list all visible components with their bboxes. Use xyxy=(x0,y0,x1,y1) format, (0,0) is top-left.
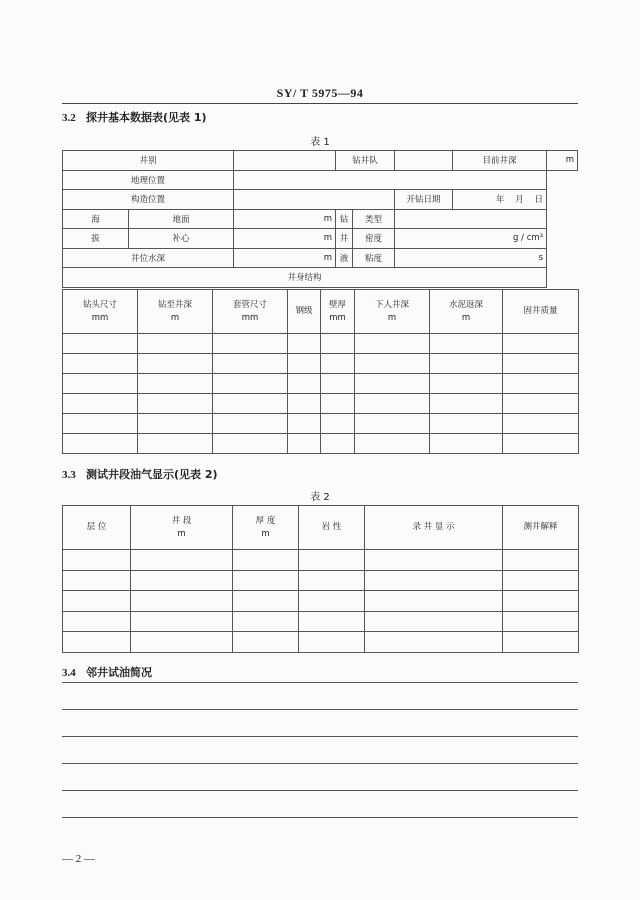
cell-dimian: 地面 xyxy=(129,209,234,229)
cell-m: m xyxy=(234,229,336,249)
section-3-3 xyxy=(62,466,218,482)
cell-jing: 井 xyxy=(336,229,353,249)
table2-caption: 表 2 xyxy=(310,492,330,503)
cell-date xyxy=(453,190,547,210)
col-header: 钢级 xyxy=(288,290,321,334)
table-row xyxy=(63,550,579,571)
col-header: 下人井深 m xyxy=(355,290,430,334)
cell-zuan: 钻 xyxy=(336,209,353,229)
cell-m: m xyxy=(234,248,336,268)
writing-lines xyxy=(62,682,578,844)
table1-caption: 表 1 xyxy=(310,137,330,148)
cell-jsjg: 井身结构 xyxy=(63,268,547,288)
table-row xyxy=(63,611,579,632)
col-header: 厚 度 m xyxy=(233,506,299,550)
col-header: 岩 性 xyxy=(299,506,365,550)
writing-line[interactable] xyxy=(62,709,578,736)
writing-line[interactable] xyxy=(62,817,578,844)
writing-line[interactable] xyxy=(62,790,578,817)
table-row xyxy=(63,434,579,454)
col-header: 测井解释 xyxy=(503,506,579,550)
writing-line[interactable] xyxy=(62,736,578,763)
section-number: 3.4 xyxy=(62,667,76,679)
cell-ye: 液 xyxy=(336,248,353,268)
cell-zuanjingdui: 钻井队 xyxy=(336,151,395,171)
cell-ba: 拔 xyxy=(63,229,129,249)
table-row xyxy=(63,414,579,434)
section-title: 测试井段油气显示(见表 2) xyxy=(86,468,218,481)
cell-gzwz: 构造位置 xyxy=(63,190,234,210)
blank-cell[interactable] xyxy=(234,151,336,171)
col-header: 井 段 m xyxy=(131,506,233,550)
cell-niandu: 粘度 xyxy=(353,248,395,268)
year-label: 年 xyxy=(495,195,505,206)
header-rule xyxy=(62,103,578,104)
section-number: 3.2 xyxy=(62,112,76,124)
col-header: 钻头尺寸 mm xyxy=(63,290,138,334)
cell-buxin: 补心 xyxy=(129,229,234,249)
cell-leixing: 类型 xyxy=(353,209,395,229)
table-row xyxy=(63,354,579,374)
cell-jingbie: 井别 xyxy=(63,151,234,171)
col-header: 钻至井深 m xyxy=(138,290,213,334)
day-label: 日 xyxy=(534,195,544,206)
col-header: 固井质量 xyxy=(503,290,579,334)
table-row xyxy=(63,570,579,591)
cell-m: m xyxy=(234,209,336,229)
table2-oil-gas-display xyxy=(62,505,579,653)
cell-midu-unit: g / cm³ xyxy=(395,229,547,249)
col-header: 壁厚 mm xyxy=(321,290,355,334)
col-header: 层 位 xyxy=(63,506,131,550)
blank-cell[interactable] xyxy=(395,151,453,171)
section-3-4 xyxy=(62,664,152,680)
month-label: 月 xyxy=(515,195,524,206)
table-row xyxy=(63,374,579,394)
table1-well-structure xyxy=(62,289,579,454)
col-header: 水泥返深 m xyxy=(430,290,503,334)
blank-cell[interactable] xyxy=(234,190,395,210)
section-number: 3.3 xyxy=(62,469,76,481)
table-row xyxy=(63,394,579,414)
col-header: 录 井 显 示 xyxy=(365,506,503,550)
cell-mqjs: 目前井深 xyxy=(453,151,547,171)
section-title: 邻井试油简况 xyxy=(86,666,152,679)
writing-line[interactable] xyxy=(62,763,578,790)
cell-hai: 海 xyxy=(63,209,129,229)
page-number: — 2 — xyxy=(62,853,95,865)
cell-midu: 密度 xyxy=(353,229,395,249)
table-row xyxy=(63,591,579,612)
section-3-2 xyxy=(62,109,207,125)
table1-basic-data xyxy=(62,150,578,288)
section-title: 探井基本数据表(见表 1) xyxy=(86,111,207,124)
cell-dlwz: 地理位置 xyxy=(63,170,234,190)
blank-cell[interactable] xyxy=(234,170,547,190)
col-header: 套管尺寸 mm xyxy=(213,290,288,334)
table-row xyxy=(63,632,579,653)
cell-kzrq: 开钻日期 xyxy=(395,190,453,210)
table-row xyxy=(63,334,579,354)
cell-s: s xyxy=(395,248,547,268)
blank-cell[interactable] xyxy=(395,209,547,229)
writing-line[interactable] xyxy=(62,682,578,709)
cell-m: m xyxy=(547,151,578,171)
cell-jwss: 井位水深 xyxy=(63,248,234,268)
page-header: SY/ T 5975—94 xyxy=(276,86,364,100)
